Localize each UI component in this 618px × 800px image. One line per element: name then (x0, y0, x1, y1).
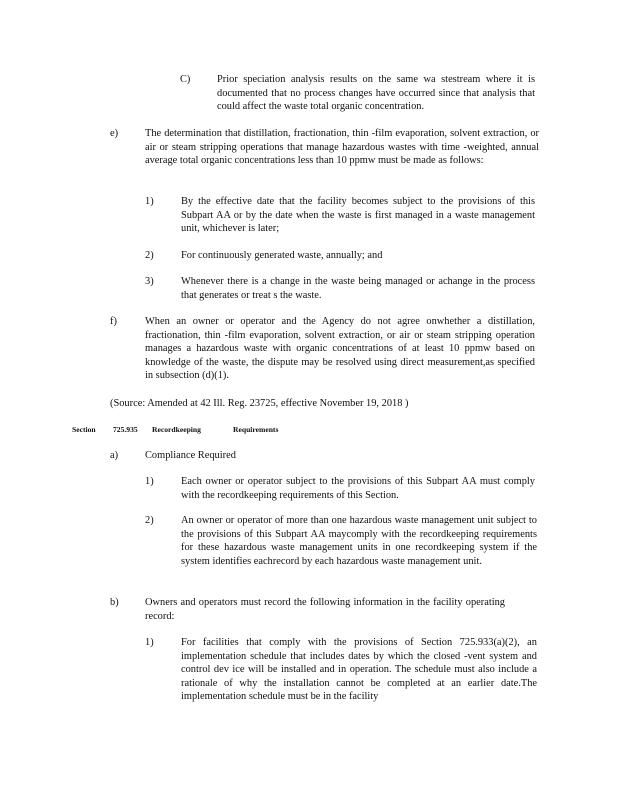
section-title-part-1: Recordkeeping (152, 425, 201, 434)
item-a-text: Compliance Required (145, 450, 236, 461)
item-c-label: C) (180, 74, 191, 85)
section-word: Section (72, 425, 96, 434)
item-e3-text: Whenever there is a change in the waste being managed or achange in the process that generates or treat s the waste. (181, 276, 535, 301)
item-e2-label: 2) (145, 250, 154, 261)
item-b1-label: 1) (145, 637, 154, 648)
section-number: 725.935 (113, 425, 138, 434)
item-e2-text: For continuously generated waste, annually; and (181, 250, 383, 261)
item-a2-label: 2) (145, 515, 154, 526)
source-note: (Source: Amended at 42 Ill. Reg. 23725, effective November 19, 2018 ) (110, 398, 409, 409)
section-title-part-2: Requirements (233, 425, 279, 434)
item-a1-text: Each owner or operator subject to the provisions of this Subpart AA must comply with the recordkeeping requirements of this Section. (181, 476, 535, 501)
item-e-label: e) (110, 128, 119, 139)
item-e1-label: 1) (145, 196, 154, 207)
item-b1-text: For facilities that comply with the provisions of Section 725.933(a)(2), an implementation schedule that includes dates by which the closed -vent system and control dev ice will be installed and in operation. The schedule must also include a rationale of why the installation cannot be completed at an earlier date.The implementation schedule must be in the facility (181, 637, 537, 703)
item-e3-label: 3) (145, 276, 154, 287)
item-a-label: a) (110, 450, 119, 461)
item-a1-label: 1) (145, 476, 154, 487)
item-b-text: Owners and operators must record the following information in the facility operating record: (145, 597, 505, 622)
item-e-text: The determination that distillation, fractionation, thin -film evaporation, solvent extraction, or air or steam stripping operations that manage hazardous wastes with time -weighted, annual average total organic concentrations less than 10 ppmw must be made as follows: (145, 128, 539, 167)
item-f-text: When an owner or operator and the Agency do not agree onwhether a distillation, fractionation, thin -film evaporation, solvent extraction, or air or steam stripping operation manages a hazardous waste with organic concentrations of at least 10 ppmw based on knowledge of the waste, the dispute may be resolved using direct measurement,as specified in subsection (d)(1). (145, 316, 535, 382)
item-e1-text: By the effective date that the facility becomes subject to the provisions of this Subpart AA or by the date when the waste is first managed in a waste management unit, whichever is later; (181, 196, 535, 235)
item-f-label: f) (110, 316, 117, 327)
item-b-label: b) (110, 597, 119, 608)
item-a2-text: An owner or operator of more than one hazardous waste management unit subject to the provisions of this Subpart AA maycomply with the recordkeeping requirements for these hazardous waste management units in one recordkeeping system if the system identifies eachrecord by each hazardous waste management unit. (181, 515, 537, 567)
item-c-text: Prior speciation analysis results on the same wa stestream where it is documented that no process changes have occurred since that analysis that could affect the waste total organic concentration. (217, 74, 535, 113)
